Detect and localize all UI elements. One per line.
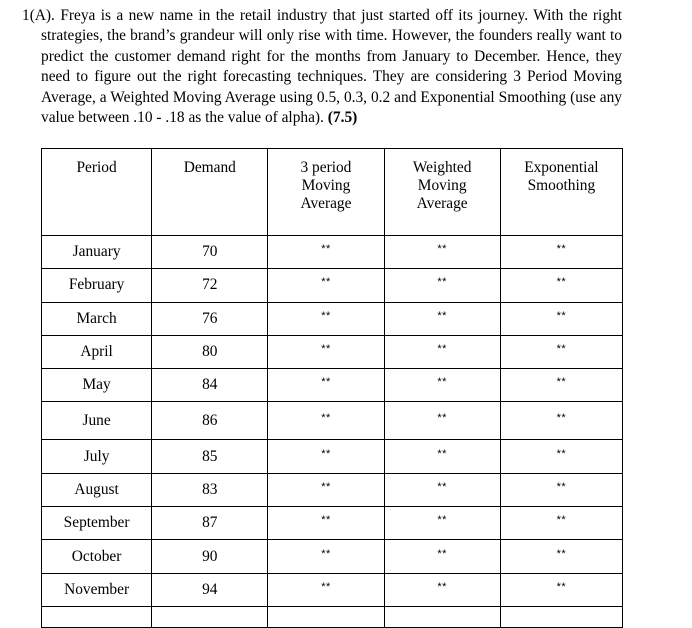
weighted-moving-average-cell <box>384 440 500 473</box>
empty-cell <box>384 606 500 627</box>
demand-cell: 80 <box>152 335 268 368</box>
demand-cell: 87 <box>152 507 268 540</box>
moving-average-cell <box>268 507 384 540</box>
placeholder-stars: ** <box>321 376 331 389</box>
period-cell: July <box>42 440 152 473</box>
moving-average-cell <box>268 402 384 440</box>
exponential-smoothing-cell <box>500 402 622 440</box>
table-row <box>42 369 623 402</box>
demand-cell: 90 <box>152 540 268 573</box>
demand-cell: 76 <box>152 302 268 335</box>
question-marks: (7.5) <box>327 109 358 127</box>
demand-cell: 86 <box>152 402 268 440</box>
forecast-table <box>41 148 623 628</box>
moving-average-cell <box>268 473 384 506</box>
demand-cell: 70 <box>152 236 268 269</box>
placeholder-stars: ** <box>437 309 447 322</box>
exponential-smoothing-cell <box>500 507 622 540</box>
demand-cell: 72 <box>152 269 268 302</box>
placeholder-stars: ** <box>437 447 447 460</box>
placeholder-stars: ** <box>556 480 567 493</box>
table-header-row <box>42 149 623 236</box>
period-cell: April <box>42 335 152 368</box>
header-exponential-smoothing: Exponential Smoothing <box>500 149 622 236</box>
moving-average-cell <box>268 269 384 302</box>
placeholder-stars: ** <box>556 447 567 460</box>
period-cell: February <box>42 269 152 302</box>
table-row <box>42 269 623 302</box>
weighted-moving-average-cell <box>384 402 500 440</box>
table-row <box>42 440 623 473</box>
placeholder-stars: ** <box>321 514 331 527</box>
placeholder-stars: ** <box>556 309 567 322</box>
placeholder-stars: ** <box>556 276 567 289</box>
placeholder-stars: ** <box>321 447 331 460</box>
table-row <box>42 573 623 606</box>
empty-cell <box>152 606 268 627</box>
placeholder-stars: ** <box>556 343 567 356</box>
question-block <box>22 6 622 128</box>
placeholder-stars: ** <box>321 411 331 424</box>
table-row <box>42 335 623 368</box>
header-demand: Demand <box>152 149 268 236</box>
period-cell: November <box>42 573 152 606</box>
placeholder-stars: ** <box>437 276 447 289</box>
placeholder-stars: ** <box>437 547 447 560</box>
moving-average-cell <box>268 369 384 402</box>
demand-cell: 94 <box>152 573 268 606</box>
question-paragraph <box>22 6 622 128</box>
weighted-moving-average-cell <box>384 302 500 335</box>
period-cell: June <box>42 402 152 440</box>
placeholder-stars: ** <box>321 343 331 356</box>
question-text: Freya is a new name in the retail industry that just started off its journey. With the right strategies, the brand’s grandeur will only rise with time. However, the founders really want to predict the customer demand right for the months from January to December. Hence, they need to figure out the right forecasting techniques. They are considering 3 Period Moving Average, a Weighted Moving Average using 0.5, 0.3, 0.2 and Exponential Smoothing (use any value between .10 - .18 as the value of alpha). <box>41 7 622 127</box>
period-cell: May <box>42 369 152 402</box>
moving-average-cell <box>268 236 384 269</box>
table-row <box>42 540 623 573</box>
period-cell: January <box>42 236 152 269</box>
placeholder-stars: ** <box>321 480 331 493</box>
empty-cell <box>42 606 152 627</box>
placeholder-stars: ** <box>556 411 567 424</box>
weighted-moving-average-cell <box>384 269 500 302</box>
weighted-moving-average-cell <box>384 573 500 606</box>
placeholder-stars: ** <box>437 411 447 424</box>
table-row-partial <box>42 606 623 627</box>
placeholder-stars: ** <box>556 547 567 560</box>
weighted-moving-average-cell <box>384 540 500 573</box>
placeholder-stars: ** <box>437 480 447 493</box>
table-row <box>42 402 623 440</box>
placeholder-stars: ** <box>556 514 567 527</box>
placeholder-stars: ** <box>437 580 447 593</box>
weighted-moving-average-cell <box>384 236 500 269</box>
placeholder-stars: ** <box>556 243 567 256</box>
weighted-moving-average-cell <box>384 507 500 540</box>
empty-cell <box>268 606 384 627</box>
exponential-smoothing-cell <box>500 440 622 473</box>
table-row <box>42 236 623 269</box>
placeholder-stars: ** <box>321 243 331 256</box>
period-cell: October <box>42 540 152 573</box>
exponential-smoothing-cell <box>500 369 622 402</box>
placeholder-stars: ** <box>321 547 331 560</box>
table-body <box>42 236 623 628</box>
exponential-smoothing-cell <box>500 573 622 606</box>
exponential-smoothing-cell <box>500 540 622 573</box>
demand-cell: 84 <box>152 369 268 402</box>
empty-cell <box>500 606 622 627</box>
placeholder-stars: ** <box>437 343 447 356</box>
placeholder-stars: ** <box>556 580 567 593</box>
moving-average-cell <box>268 540 384 573</box>
period-cell: March <box>42 302 152 335</box>
exponential-smoothing-cell <box>500 269 622 302</box>
placeholder-stars: ** <box>556 376 567 389</box>
header-period: Period <box>42 149 152 236</box>
placeholder-stars: ** <box>321 276 331 289</box>
placeholder-stars: ** <box>321 309 331 322</box>
table-row <box>42 507 623 540</box>
table-row <box>42 302 623 335</box>
moving-average-cell <box>268 335 384 368</box>
exponential-smoothing-cell <box>500 302 622 335</box>
exponential-smoothing-cell <box>500 473 622 506</box>
period-cell: August <box>42 473 152 506</box>
period-cell: September <box>42 507 152 540</box>
placeholder-stars: ** <box>437 376 447 389</box>
demand-cell: 83 <box>152 473 268 506</box>
weighted-moving-average-cell <box>384 473 500 506</box>
question-number: 1(A). <box>22 7 55 24</box>
table-row <box>42 473 623 506</box>
header-moving-average: 3 period Moving Average <box>268 149 384 236</box>
exponential-smoothing-cell <box>500 335 622 368</box>
placeholder-stars: ** <box>437 243 447 256</box>
header-weighted-moving-average: Weighted Moving Average <box>384 149 500 236</box>
weighted-moving-average-cell <box>384 369 500 402</box>
moving-average-cell <box>268 573 384 606</box>
moving-average-cell <box>268 440 384 473</box>
exponential-smoothing-cell <box>500 236 622 269</box>
weighted-moving-average-cell <box>384 335 500 368</box>
moving-average-cell <box>268 302 384 335</box>
placeholder-stars: ** <box>437 514 447 527</box>
demand-cell: 85 <box>152 440 268 473</box>
placeholder-stars: ** <box>321 580 331 593</box>
